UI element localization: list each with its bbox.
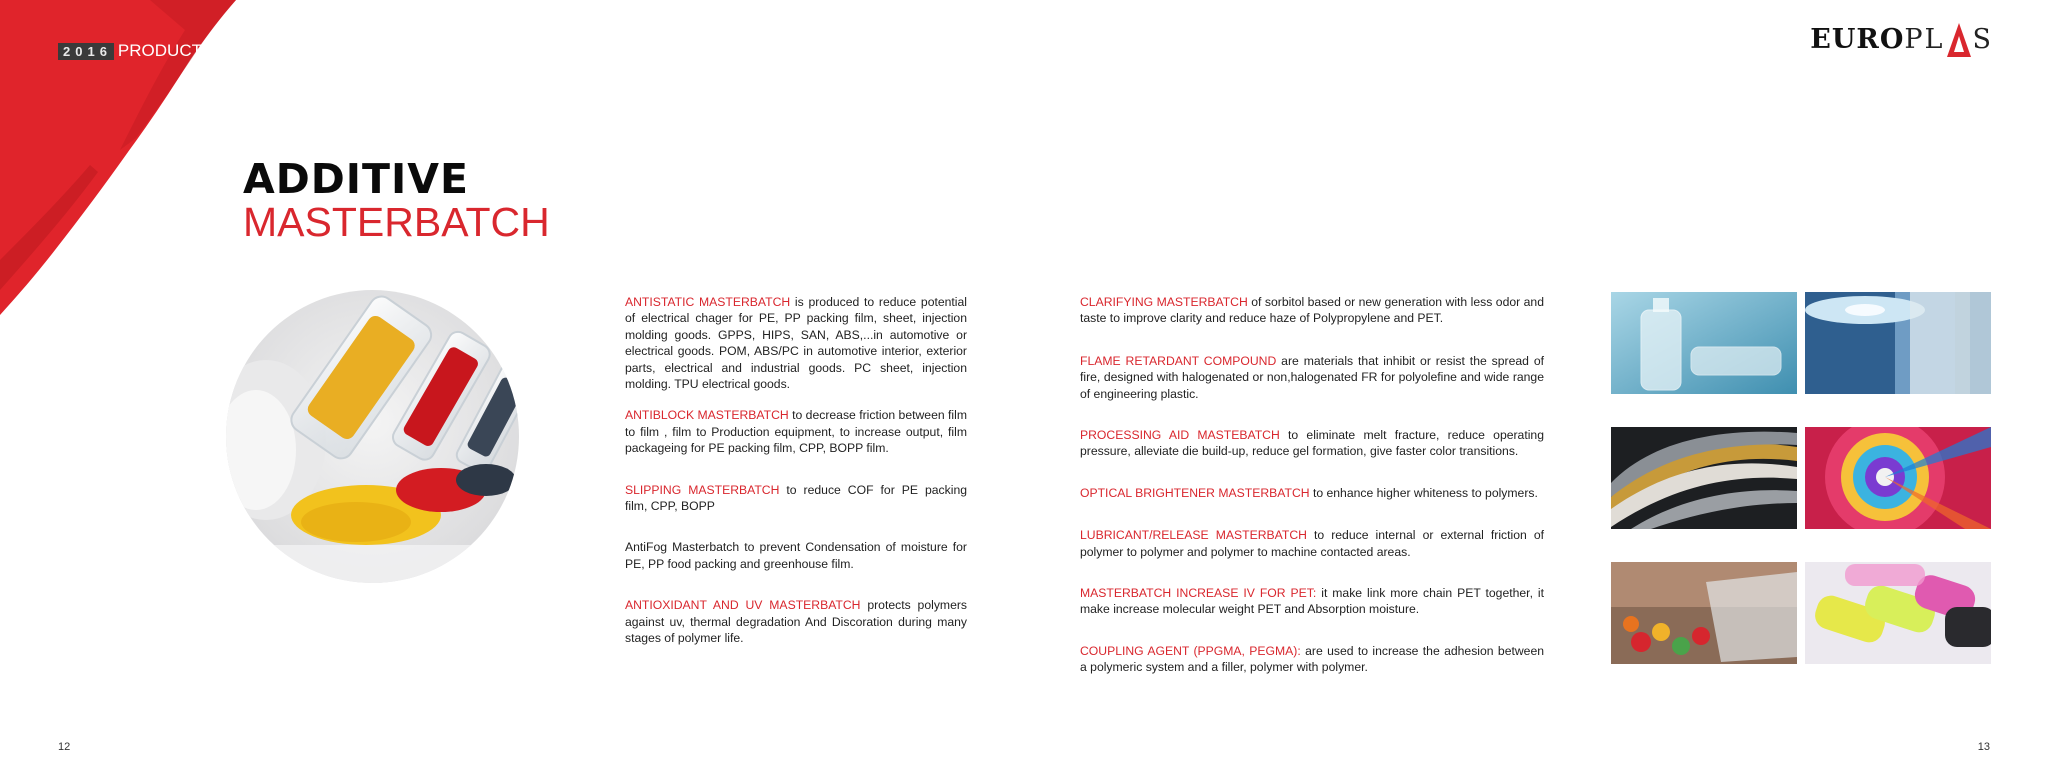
paragraph-flame-retardant — [1080, 353, 1544, 402]
logo-euro-text: EURO — [1810, 24, 1905, 55]
description-text: are used to increase the adhesion between a polymeric system and a filler, polymer with polymer. — [1080, 643, 1544, 675]
description-text: to decrease friction between film to film , film to Production equipment, to increase output, film packageing for PE packing film, CPP, BOPP film. — [625, 408, 967, 456]
term-label: OPTICAL BRIGHTENER MASTERBATCH — [1080, 485, 1310, 500]
photo-granules — [1611, 427, 1797, 529]
paragraph-coupling-agent — [1080, 643, 1544, 676]
page-number-left: 12 — [58, 741, 71, 753]
term-label: ANTIOXIDANT AND UV MASTERBATCH — [625, 598, 861, 613]
paragraph-increase-iv — [1080, 585, 1544, 618]
term-label: COUPLING AGENT (PPGMA, PEGMA): — [1080, 643, 1301, 658]
paragraph-antiblock — [625, 407, 967, 456]
description-text: is produced to reduce potential of electrical chager for PE, PP packing film, sheet, injection molding goods. GPPS, HIPS, SAN, ABS,...in automotive or electrical goods. POM, ABS/PC in automotive interior, exterior parts, electrical and industrial goods. PC sheet, injection molding. TPU electrical goods. — [625, 295, 967, 392]
paragraph-antifog — [625, 539, 967, 572]
paragraph-processing-aid — [1080, 427, 1544, 460]
title-line-2: MASTERBATCH — [243, 199, 550, 245]
description-text: to enhance higher whiteness to polymers. — [1309, 485, 1538, 500]
description-text: to reduce COF for PE packing film, CPP, BOPP — [625, 482, 967, 514]
term-label: ANTISTATIC MASTERBATCH — [625, 295, 791, 309]
description-text: protects polymers against uv, thermal degradation And Discoration during many stages of polymer life. — [625, 598, 967, 646]
paragraph-clarifying — [1080, 294, 1544, 327]
pellets-photo — [226, 290, 519, 583]
paragraph-antistatic — [625, 294, 967, 392]
page-number-right: 13 — [1977, 741, 1990, 753]
paragraph-lubricant — [1080, 527, 1544, 560]
description-text: to eliminate melt fracture, reduce operating pressure, alleviate die build-up, reduce gel formation, give faster color transitions. — [1080, 428, 1544, 459]
year-products-badge — [58, 41, 213, 61]
text-column-left — [625, 294, 967, 647]
text-column-right — [1080, 294, 1544, 676]
description-text: it make link more chain PET together, it make increase molecular weight PET and Absorption moisture. — [1080, 586, 1544, 617]
term-label: CLARIFYING MASTERBATCH — [1080, 295, 1248, 309]
term-label: PROCESSING AID MASTEBATCH — [1080, 428, 1280, 443]
photo-candy-bag — [1611, 562, 1797, 664]
description-text: of sorbitol based or new generation with less odor and taste to improve clarity and reduce haze of Polypropylene and PET. — [1080, 295, 1544, 326]
description-text: are materials that inhibit or resist the spread of fire, designed with halogenated or non,halogenated FR for polyolefine and wide range of engineering plastic. — [1080, 353, 1544, 401]
term-label: SLIPPING MASTERBATCH — [625, 482, 780, 497]
photo-plastic-bags — [1805, 562, 1991, 664]
description-text: to reduce internal or external friction of polymer to polymer and polymer to machine contacted areas. — [1080, 528, 1544, 559]
page-title — [243, 157, 550, 243]
year-label: 2016 — [58, 43, 114, 60]
term-label: ANTIBLOCK MASTERBATCH — [625, 408, 789, 423]
term-label: FLAME RETARDANT COMPOUND — [1080, 353, 1277, 368]
paragraph-optical-brightener — [1080, 485, 1544, 501]
logo-plas-text — [1904, 22, 1993, 58]
logo-pl-text: PL — [1904, 24, 1945, 55]
photo-colorful-pattern — [1805, 427, 1991, 529]
section-label: PRODUCTS — [117, 41, 214, 60]
logo-a-triangle-icon — [1946, 22, 1972, 58]
term-label: MASTERBATCH INCREASE IV FOR PET: — [1080, 586, 1317, 601]
title-line-1: ADDITIVE — [243, 155, 470, 203]
term-label: LUBRICANT/RELEASE MASTERBATCH — [1080, 528, 1307, 543]
logo-s-text: S — [1972, 24, 1993, 55]
photo-clear-bottles — [1611, 292, 1797, 394]
paragraph-antioxidant — [625, 597, 967, 646]
paragraph-slipping — [625, 482, 967, 515]
photo-film-roll — [1805, 292, 1991, 394]
description-text: AntiFog Masterbatch to prevent Condensation of moisture for PE, PP food packing and greenhouse film. — [625, 540, 967, 571]
europlas-logo — [1810, 22, 1993, 58]
